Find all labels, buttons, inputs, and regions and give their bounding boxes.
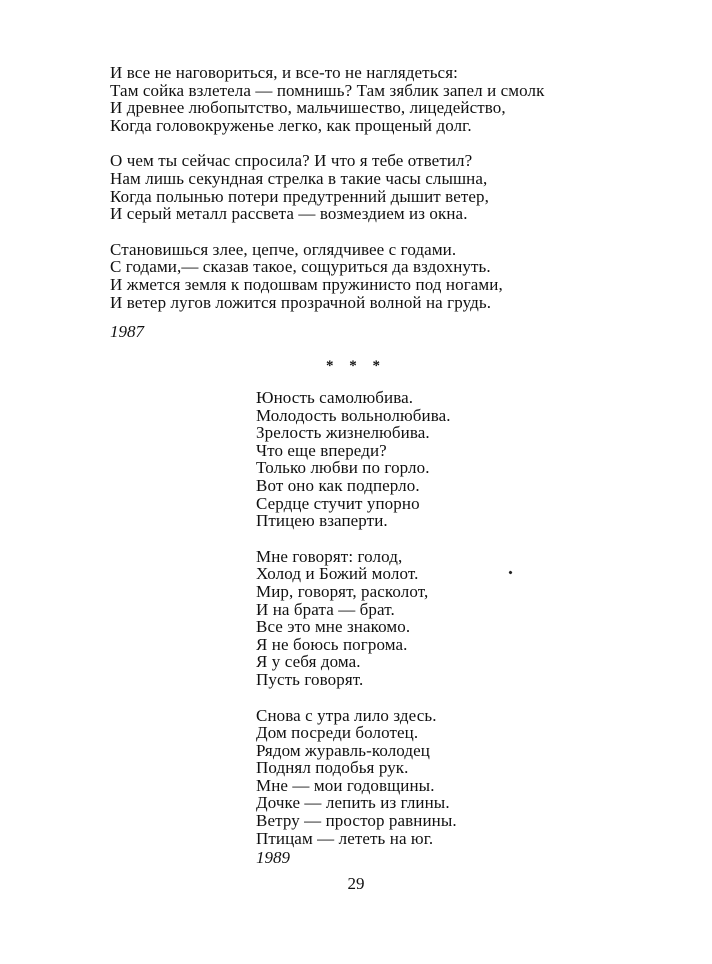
verse-line: Мир, говорят, расколот, xyxy=(256,581,429,601)
verse-line: Только любви по горло. xyxy=(256,458,430,478)
verse-line: Все это мне знакомо. xyxy=(256,617,411,637)
stanza xyxy=(110,64,544,134)
verse-line: Там сойка взлетела — помнишь? Там зяблик запел и смолк xyxy=(110,80,545,100)
verse-line: Рядом журавль-колодец xyxy=(256,740,431,760)
verse-line: Становишься злее, цепче, оглядчивее с годами. xyxy=(110,239,457,259)
stanza xyxy=(256,389,457,530)
verse-line: Вот оно как подперло. xyxy=(256,475,420,495)
verse-line: Мне говорят: голод, xyxy=(256,546,403,566)
verse-line: Я не боюсь погрома. xyxy=(256,634,408,654)
stanza-gap xyxy=(110,223,544,241)
verse-line: И древнее любопытство, мальчишество, лицедейство, xyxy=(110,98,506,118)
verse-line: Сердце стучит упорно xyxy=(256,493,420,513)
stanza-gap xyxy=(256,530,457,548)
verse-line: Ветру — простор равнины. xyxy=(256,811,457,831)
verse-line: Молодость вольнолюбива. xyxy=(256,405,451,425)
stanza-gap xyxy=(256,689,457,707)
verse-line: Зрелость жизнелюбива. xyxy=(256,423,430,443)
verse-line: Снова с утра лило здесь. xyxy=(256,705,437,725)
verse-line: Нам лишь секундная стрелка в такие часы слышна, xyxy=(110,168,488,188)
verse-line: Когда головокруженье легко, как прощеный долг. xyxy=(110,115,472,135)
verse-line: И все не наговориться, и все-то не наглядеться: xyxy=(110,63,458,82)
stanza xyxy=(110,241,544,311)
verse-line: О чем ты сейчас спросила? И что я тебе ответил? xyxy=(110,151,473,171)
stanza-gap xyxy=(110,134,544,152)
verse-line: Дом посреди болотец. xyxy=(256,723,419,743)
poem-1-year: 1987 xyxy=(110,322,144,341)
verse-line: Птицею взаперти. xyxy=(256,511,388,531)
verse-line: Поднял подобья рук. xyxy=(256,758,409,778)
section-separator: * * * xyxy=(326,358,386,374)
verse-line: Мне — мои годовщины. xyxy=(256,775,435,795)
verse-line: Когда полынью потери предутренний дышит ветер, xyxy=(110,186,489,206)
page-number: 29 xyxy=(347,874,365,893)
verse-line: С годами,— сказав такое, сощуриться да вздохнуть. xyxy=(110,257,491,277)
poem-2 xyxy=(256,389,457,847)
print-speck xyxy=(508,570,512,574)
verse-line: Птицам — лететь на юг. xyxy=(256,828,434,848)
stanza xyxy=(110,152,544,222)
verse-line: Пусть говорят. xyxy=(256,669,364,689)
verse-line: Я у себя дома. xyxy=(256,652,361,672)
poem-1 xyxy=(110,64,544,311)
verse-line: И жмется земля к подошвам пружинисто под ногами, xyxy=(110,274,503,294)
verse-line: Юность самолюбива. xyxy=(256,388,414,407)
verse-line: И серый металл рассвета — возмездием из окна. xyxy=(110,204,468,224)
verse-line: Что еще впереди? xyxy=(256,440,387,460)
poem-2-year: 1989 xyxy=(256,848,290,867)
verse-line: Дочке — лепить из глины. xyxy=(256,793,450,813)
stanza xyxy=(256,548,457,689)
verse-line: И ветер лугов ложится прозрачной волной на грудь. xyxy=(110,292,492,312)
verse-line: Холод и Божий молот. xyxy=(256,564,419,584)
stanza xyxy=(256,707,457,848)
verse-line: И на брата — брат. xyxy=(256,599,395,619)
